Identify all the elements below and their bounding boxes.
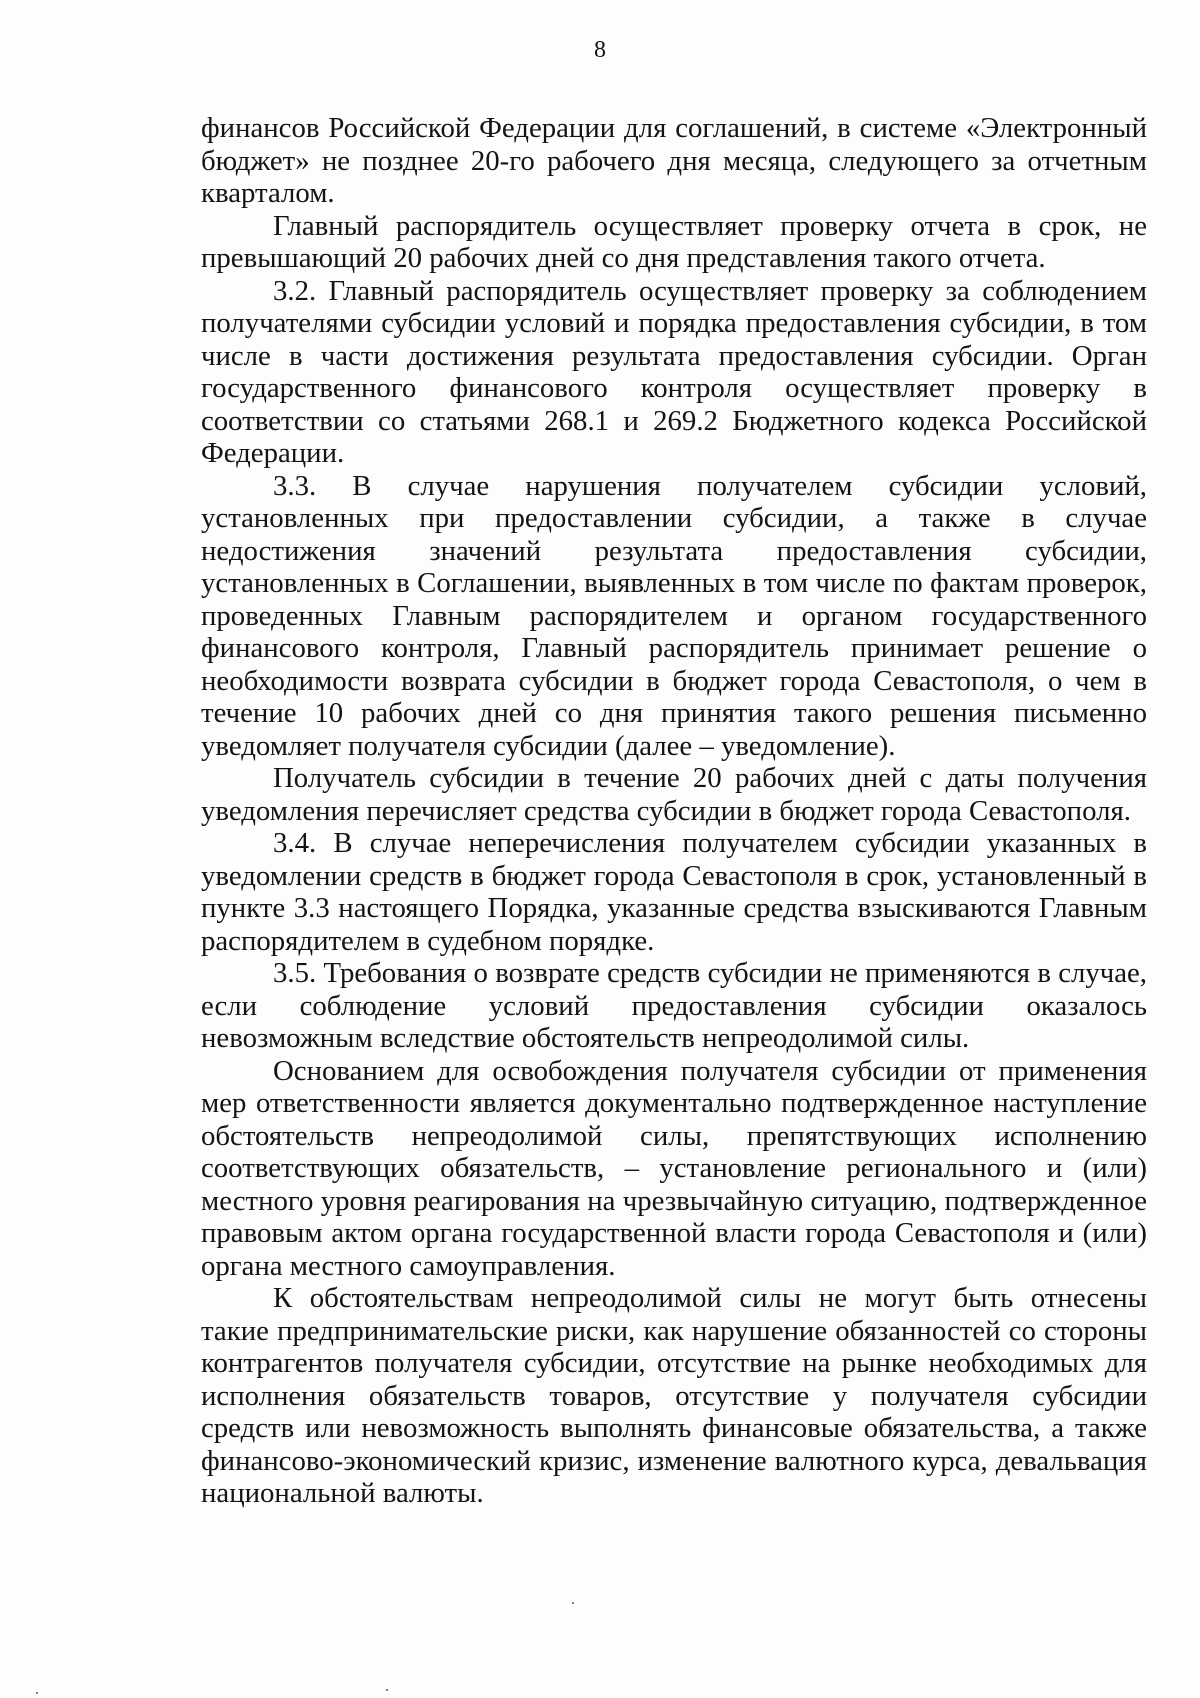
paragraph-return-term: Получатель субсидии в течение 20 рабочих дней с даты получения уведомления перечисляет средства субсидии в бюджет города Севастополя. bbox=[201, 762, 1147, 827]
page-number: 8 bbox=[594, 37, 606, 63]
document-body bbox=[201, 112, 1147, 1510]
paragraph-3-4: 3.4. В случае неперечисления получателем субсидии указанных в уведомлении средств в бюджет города Севастополя в срок, установленный в пункте 3.3 настоящего Порядка, указанные средства взыскиваются Главным распорядителем в судебном порядке. bbox=[201, 827, 1147, 957]
paragraph-continuation: финансов Российской Федерации для соглашений, в системе «Электронный бюджет» не позднее 20-го рабочего дня месяца, следующего за отчетным кварталом. bbox=[201, 112, 1147, 209]
paragraph-force-majeure-basis: Основанием для освобождения получателя субсидии от применения мер ответственности является документально подтвержденное наступление обстоятельств непреодолимой силы, препятствующих исполнению соответствующих обязательств, – установление регионального и (или) местного уровня реагирования на чрезвычайную ситуацию, подтвержденное правовым актом органа государственной власти города Севастополя и (или) органа местного самоуправления. bbox=[201, 1054, 1147, 1282]
scan-speck bbox=[386, 1689, 388, 1691]
paragraph-3-2: 3.2. Главный распорядитель осуществляет проверку за соблюдением получателями субсидии условий и порядка предоставления субсидии, в том числе в части достижения результата предоставления субсидии. Орган государственного финансового контроля осуществляет проверку в соответствии со статьями 268.1 и 269.2 Бюджетного кодекса Российской Федерации. bbox=[201, 274, 1147, 469]
paragraph-report-check: Главный распорядитель осуществляет проверку отчета в срок, не превышающий 20 рабочих дней со дня представления такого отчета. bbox=[201, 209, 1147, 274]
scan-speck bbox=[572, 1602, 574, 1604]
scan-speck bbox=[36, 1692, 38, 1694]
paragraph-3-5: 3.5. Требования о возврате средств субсидии не применяются в случае, если соблюдение условий предоставления субсидии оказалось невозможным вследствие обстоятельств непреодолимой силы. bbox=[201, 957, 1147, 1054]
paragraph-force-majeure-exclusions: К обстоятельствам непреодолимой силы не могут быть отнесены такие предпринимательские риски, как нарушение обязанностей со стороны контрагентов получателя субсидии, отсутствие на рынке необходимых для исполнения обязательств товаров, отсутствие у получателя субсидии средств или невозможность выполнять финансовые обязательства, а также финансово-экономический кризис, изменение валютного курса, девальвация национальной валюты. bbox=[201, 1282, 1147, 1509]
paragraph-3-3: 3.3. В случае нарушения получателем субсидии условий, установленных при предоставлении субсидии, а также в случае недостижения значений результата предоставления субсидии, установленных в Соглашении, выявленных в том числе по фактам проверок, проведенных Главным распорядителем и органом государственного финансового контроля, Главный распорядитель принимает решение о необходимости возврата субсидии в бюджет города Севастополя, о чем в течение 10 рабочих дней со дня принятия такого решения письменно уведомляет получателя субсидии (далее – уведомление). bbox=[201, 469, 1147, 762]
